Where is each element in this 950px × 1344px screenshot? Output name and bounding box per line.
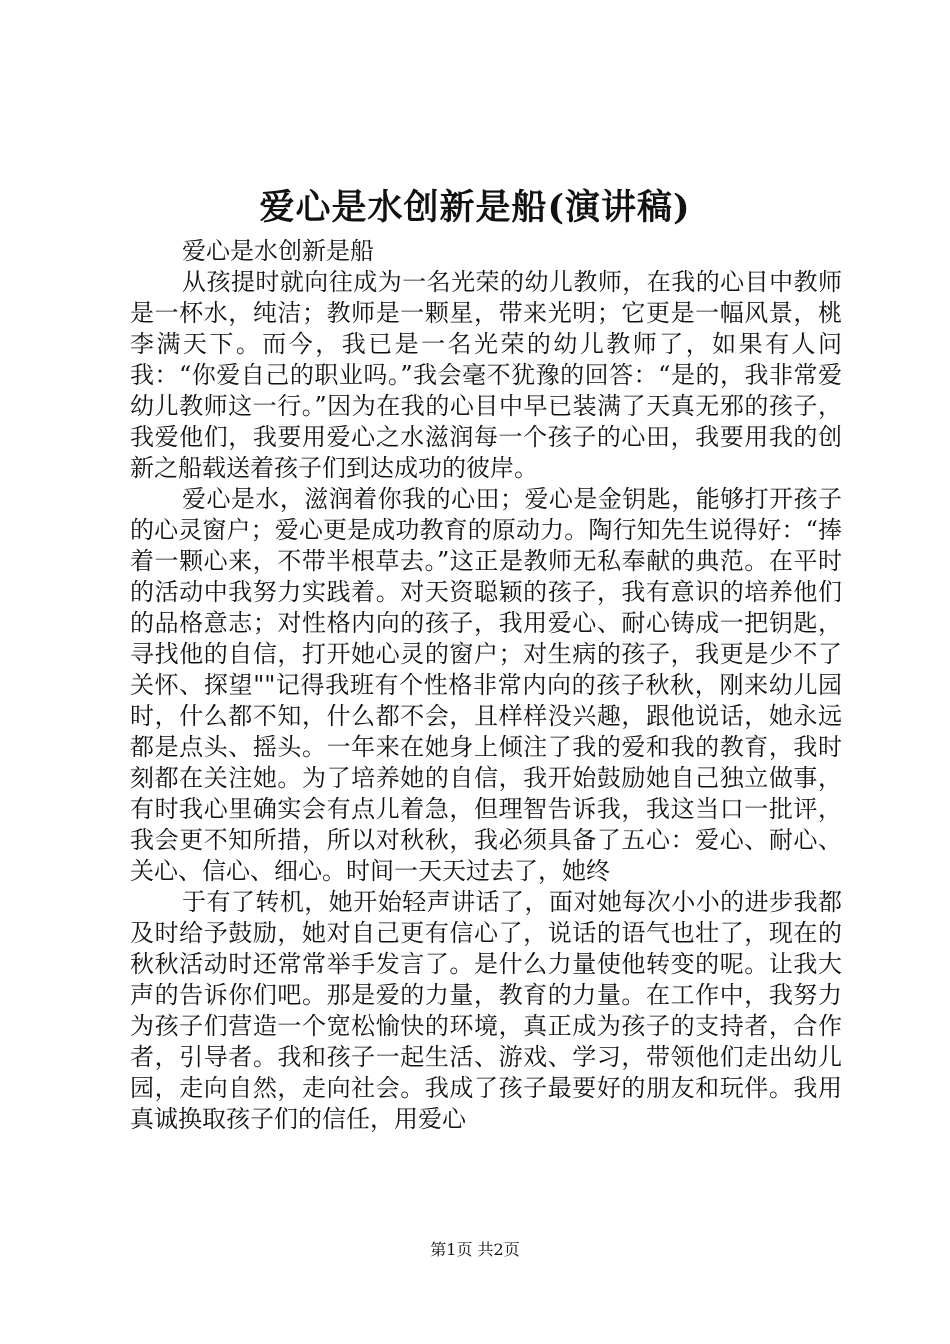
paragraph: 于有了转机，她开始轻声讲话了，面对她每次小小的进步我都及时给予鼓励，她对自己更有信心了，说话的语气也壮了，现在的秋秋活动时还常常举手发言了。是什么力量使他转变的呢。让我大声的告诉你们吧。那是爱的力量，教育的力量。在工作中，我努力为孩子们营造一个宽松愉快的环境，真正成为孩子的支持者，合作者，引导者。我和孩子一起生活、游戏、学习，带领他们走出幼儿园，走向自然，走向社会。我成了孩子最要好的朋友和玩伴。我用真诚换取孩子们的信任，用爱心 xyxy=(130,888,842,1133)
paragraph-subtitle: 爱心是水创新是船 xyxy=(182,237,374,265)
document-title: 爱心是水创新是船(演讲稿) xyxy=(259,187,691,228)
paragraph: 从孩提时就向往成为一名光荣的幼儿教师，在我的心目中教师是一杯水，纯洁；教师是一颗星，带来光明；它更是一幅风景，桃李满天下。而今，我已是一名光荣的幼儿教师了，如果有人问我：“你爱自己的职业吗。”我会毫不犹豫的回答：“是的，我非常爱幼儿教师这一行。”因为在我的心目中早已装满了天真无邪的孩子，我爱他们，我要用爱心之水滋润每一个孩子的心田，我要用我的创新之船载送着孩子们到达成功的彼岸。 xyxy=(130,268,842,482)
page-number-footer: 第1页 共2页 xyxy=(430,1240,520,1259)
paragraph: 爱心是水，滋润着你我的心田；爱心是金钥匙，能够打开孩子的心灵窗户；爱心更是成功教育的原动力。陶行知先生说得好：“捧着一颗心来，不带半根草去。”这正是教师无私奉献的典范。在平时的活动中我努力实践着。对天资聪颖的孩子，我有意识的培养他们的品格意志；对性格内向的孩子，我用爱心、耐心铸成一把钥匙，寻找他的自信，打开她心灵的窗户；对生病的孩子，我更是少不了关怀、探望""记得我班有个性格非常内向的孩子秋秋，刚来幼儿园时，什么都不知，什么都不会，且样样没兴趣，跟他说话，她永远都是点头、摇头。一年来在她身上倾注了我的爱和我的教育，我时刻都在关注她。为了培养她的自信，我开始鼓励她自己独立做事，有时我心里确实会有点儿着急，但理智告诉我，我这当口一批评，我会更不知所措，所以对秋秋，我必须具备了五心：爱心、耐心、关心、信心、细心。时间一天天过去了，她终 xyxy=(130,485,842,885)
document-body xyxy=(130,236,842,1135)
